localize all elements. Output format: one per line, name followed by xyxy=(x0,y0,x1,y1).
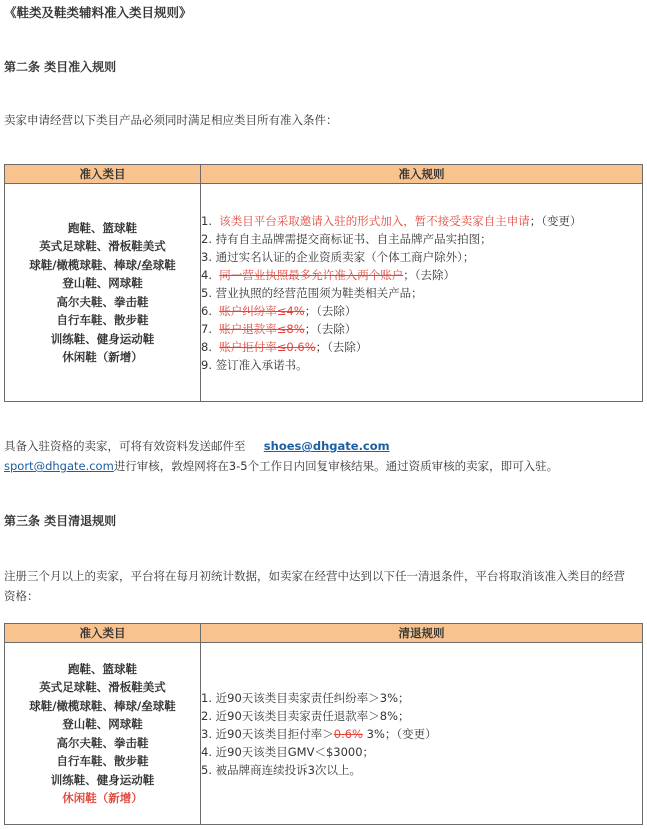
contact-line-1: 具备入驻资格的卖家，可将有效资料发送邮件至 shoes@dhgate.com xyxy=(4,439,390,453)
removal-rules-table xyxy=(4,623,643,825)
rule-text-removed: 账户拒付率≤0.6% xyxy=(219,339,316,354)
category-item: 训练鞋、健身运动鞋 xyxy=(50,331,155,346)
category-item: 登山鞋、网球鞋 xyxy=(62,276,143,290)
category-item: 自行车鞋、散步鞋 xyxy=(56,754,149,768)
rule-value-removed: 0.6% xyxy=(333,726,363,741)
category-item-new: 休闲鞋（新增） xyxy=(62,791,143,805)
section2-heading: 第二条 类目准入规则 xyxy=(4,60,117,74)
rule-item: 5. 被品牌商连续投诉3次以上。 xyxy=(201,762,361,777)
section3-intro-line-2: 资格： xyxy=(4,589,39,603)
category-item: 训练鞋、健身运动鞋 xyxy=(50,772,155,787)
removal-rule-list xyxy=(201,643,643,825)
rule-text-removed: 账户纠纷率≤4% xyxy=(219,303,305,318)
category-item: 球鞋/橄榄球鞋、棒球/垒球鞋 xyxy=(29,698,176,713)
category-item: 跑鞋、篮球鞋 xyxy=(68,220,137,235)
col-header-removal-rules: 清退规则 xyxy=(201,624,643,643)
category-item: 球鞋/橄榄球鞋、棒球/垒球鞋 xyxy=(29,257,176,272)
rule-item: 8. 账户拒付率≤0.6%；（去除） xyxy=(201,339,368,354)
category-item: 跑鞋、篮球鞋 xyxy=(68,661,137,676)
rule-item: 2. 持有自主品牌需提交商标证书、自主品牌产品实拍图； xyxy=(201,231,492,246)
rule-item: 4. 同一营业执照最多允许准入两个账户；（去除） xyxy=(201,267,456,282)
category-list xyxy=(5,643,201,825)
category-item: 休闲鞋（新增） xyxy=(62,350,143,364)
rule-text-removed: 账户退款率≤8% xyxy=(219,321,305,336)
rule-text-removed: 同一营业执照最多允许准入两个账户 xyxy=(219,267,404,282)
rule-item: 2. 近90天该类目卖家责任退款率＞8%； xyxy=(201,708,410,723)
contact-line-2: sport@dhgate.com进行审核，敦煌网将在3-5个工作日内回复审核结果。通过资质审核的卖家，即可入驻。 xyxy=(4,459,559,473)
rule-item: 7. 账户退款率≤8%；（去除） xyxy=(201,321,357,336)
rule-item: 6. 账户纠纷率≤4%；（去除） xyxy=(201,303,357,318)
rule-item: 4. 近90天该类目GMV＜$3000； xyxy=(201,744,375,759)
section3-heading: 第三条 类目清退规则 xyxy=(4,514,117,528)
section2-intro: 卖家申请经营以下类目产品必须同时满足相应类目所有准入条件： xyxy=(4,113,338,127)
email-link-sport[interactable]: sport@dhgate.com xyxy=(4,459,114,473)
rule-item: 9. 签订准入承诺书。 xyxy=(201,357,308,372)
rule-item: 1. 该类目平台采取邀请入驻的形式加入，暂不接受卖家自主申请；（变更） xyxy=(201,213,582,228)
category-list xyxy=(5,184,201,402)
col-header-category: 准入类目 xyxy=(5,624,201,643)
admission-rule-list xyxy=(201,184,643,402)
page-title: 《鞋类及鞋类辅料准入类目规则》 xyxy=(4,5,192,20)
admission-rules-table xyxy=(4,164,643,402)
col-header-category: 准入类目 xyxy=(5,165,201,184)
rule-item: 5. 营业执照的经营范围须为鞋类相关产品； xyxy=(201,285,423,300)
category-item: 英式足球鞋、滑板鞋美式 xyxy=(39,680,166,694)
category-item: 高尔夫鞋、拳击鞋 xyxy=(56,735,149,750)
category-item: 高尔夫鞋、拳击鞋 xyxy=(56,294,149,309)
rule-item: 3. 通过实名认证的企业资质卖家（个体工商户除外）； xyxy=(201,249,475,264)
section3-intro-line-1: 注册三个月以上的卖家，平台将在每月初统计数据，如卖家在经营中达到以下任一清退条件，平台将取消该准入类目的经营 xyxy=(4,569,625,583)
category-item: 英式足球鞋、滑板鞋美式 xyxy=(39,239,166,253)
rule-text-changed: 该类目平台采取邀请入驻的形式加入，暂不接受卖家自主申请 xyxy=(219,213,530,228)
email-link-shoes[interactable]: shoes@dhgate.com xyxy=(263,439,390,453)
rule-item: 3. 近90天该类目拒付率＞0.6% 3%；（变更） xyxy=(201,726,437,741)
col-header-admission-rules: 准入规则 xyxy=(201,165,643,184)
category-item: 登山鞋、网球鞋 xyxy=(62,717,143,731)
category-item: 自行车鞋、散步鞋 xyxy=(56,313,149,327)
rule-item: 1. 近90天该类目卖家责任纠纷率＞3%； xyxy=(201,690,410,705)
